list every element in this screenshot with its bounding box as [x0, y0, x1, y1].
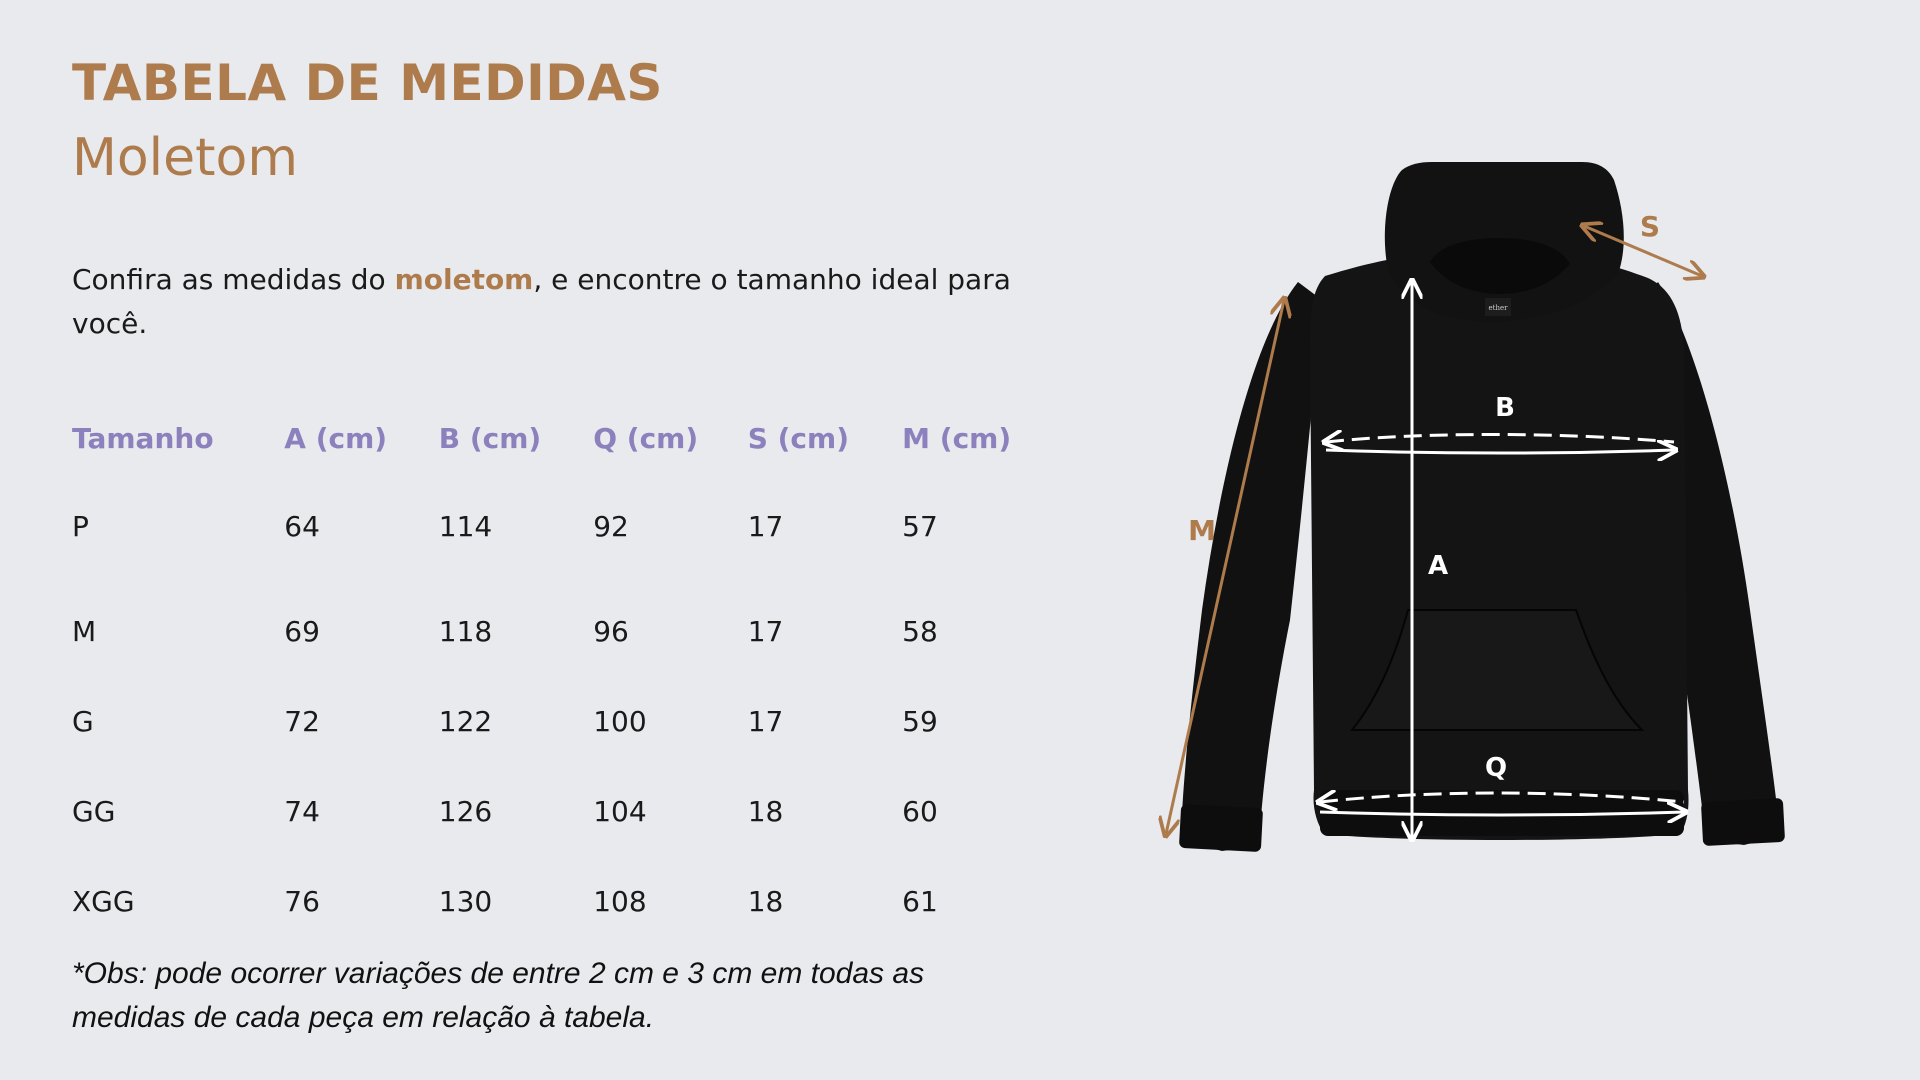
- a-cell: 74: [284, 794, 320, 828]
- table-row: [72, 676, 1032, 766]
- right-cuff-shape: [1701, 798, 1785, 846]
- header-a: A (cm): [284, 421, 388, 455]
- s-cell: 17: [747, 509, 784, 543]
- s-cell: 18: [747, 884, 784, 918]
- a-cell: 64: [284, 509, 320, 543]
- m-cell: 58: [902, 614, 938, 648]
- header-b: B (cm): [438, 421, 542, 455]
- m-cell: 59: [902, 704, 938, 738]
- b-cell: 118: [438, 614, 493, 648]
- label-a: A: [1427, 551, 1449, 581]
- b-cell: 122: [438, 704, 493, 738]
- q-cell: 104: [593, 794, 647, 828]
- table-row: [72, 856, 1032, 946]
- m-cell: 57: [902, 509, 938, 543]
- q-cell: 108: [593, 884, 647, 918]
- intro-text: [72, 258, 1032, 346]
- left-cuff-shape: [1179, 804, 1263, 852]
- size-cell: P: [72, 509, 89, 543]
- q-cell: 100: [593, 704, 647, 738]
- header-q: Q (cm): [593, 421, 699, 455]
- intro-highlight: moletom: [394, 263, 534, 296]
- label-q: Q: [1484, 753, 1508, 783]
- b-cell: 130: [438, 884, 493, 918]
- hoodie-diagram-svg: [1140, 150, 1840, 870]
- page-subtitle: Moletom: [72, 128, 298, 188]
- header-m: M (cm): [902, 421, 1012, 455]
- header-s: S (cm): [747, 421, 849, 455]
- label-m: M: [1188, 514, 1216, 547]
- a-cell: 72: [284, 704, 320, 738]
- hoodie-measurement-diagram: [1140, 150, 1840, 870]
- size-table: [72, 410, 1032, 946]
- m-cell: 61: [902, 884, 938, 918]
- m-cell: 60: [902, 794, 938, 828]
- label-b: B: [1495, 393, 1515, 423]
- b-cell: 114: [438, 509, 493, 543]
- q-cell: 96: [593, 614, 629, 648]
- label-s: S: [1639, 210, 1661, 243]
- brand-tag-text: ether: [1488, 304, 1508, 312]
- a-cell: 69: [284, 614, 320, 648]
- table-row: [72, 586, 1032, 676]
- q-cell: 92: [593, 509, 629, 543]
- header-size: Tamanho: [72, 421, 214, 455]
- table-row: [72, 766, 1032, 856]
- table-row: [72, 466, 1032, 586]
- size-cell: XGG: [72, 884, 135, 918]
- s-cell: 18: [747, 794, 784, 828]
- size-cell: M: [72, 614, 97, 648]
- left-sleeve-shape: [1181, 282, 1322, 851]
- size-cell: GG: [72, 794, 116, 828]
- intro-text-after: , e encontre o tamanho ideal para você.: [72, 263, 1011, 340]
- s-cell: 17: [747, 614, 784, 648]
- table-header-row: [72, 410, 1032, 466]
- size-cell: G: [72, 704, 94, 738]
- measurement-note: *Obs: pode ocorrer variações de entre 2 cm e 3 cm em todas as medidas de cada peça em relação à tabela.: [72, 957, 925, 1034]
- a-cell: 76: [284, 884, 320, 918]
- s-cell: 17: [747, 704, 784, 738]
- page-title: TABELA DE MEDIDAS: [72, 54, 663, 112]
- intro-text-before: Confira as medidas do: [72, 263, 395, 296]
- b-cell: 126: [438, 794, 493, 828]
